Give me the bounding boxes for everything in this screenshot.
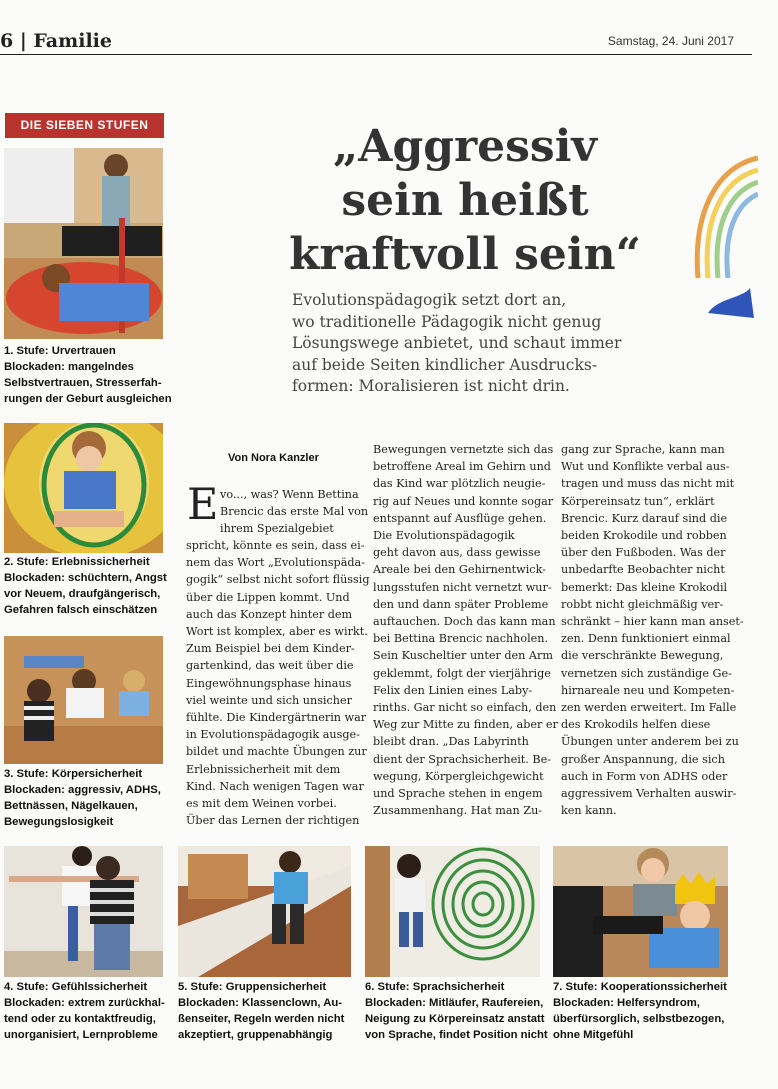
stage-3-photo xyxy=(4,636,163,764)
stage-6-caption: 6. Stufe: Sprachsicherheit Blockaden: Mitläufer, Raufereien, Neigung zu Körpereinsatz anstatt von Sprache, findet Position nicht xyxy=(365,981,548,1041)
body-column-1: spricht, könnte es sein, dass ei- nem das Wort „Evolutionspäda- gogik“ selbst nicht sofort flüssig über die Lippen kommt. Und auch das Konzept hinter dem Wort ist komplex, aber es wirkt. Zum Beispiel bei dem Kinder- gartenkind, das weit über die Eingewöhnungsphase hinaus viel weinte und sich unsicher fühlte. Die Kindergärtnerin war in Evolutionspädagogik ausge- bildet und machte Übungen zur Erlebnissicherheit mit dem Kind. Nach wenigen Tagen war es mit dem Weinen vorbei. Über das Lernen der richtigen xyxy=(186,539,370,828)
article-subheadline: Evolutionspädagogik setzt dort an, wo traditionelle Pädagogik nicht genug Lösungswege anbietet, und schaut immer auf beide Seiten kindlicher Ausdrucks- formen: Moralisieren ist nicht drin. xyxy=(292,291,622,396)
section-title: 6 | Familie xyxy=(0,30,112,52)
stage-1-photo xyxy=(4,148,163,339)
publication-date: Samstag, 24. Juni 2017 xyxy=(607,34,734,48)
stage-5-caption: 5. Stufe: Gruppensicherheit Blockaden: Klassenclown, Au- ßenseiter, Regeln werden nicht akzeptiert, gruppenabhängig xyxy=(178,981,345,1041)
stage-7-photo xyxy=(553,846,728,977)
stage-4-photo xyxy=(4,846,163,977)
rainbow-illustration xyxy=(688,148,758,328)
stage-3-caption: 3. Stufe: Körpersicherheit Blockaden: aggressiv, ADHS, Bettnässen, Nägelkauen, Bewegungslosigkeit xyxy=(4,768,161,828)
stage-1-caption: 1. Stufe: Urvertrauen Blockaden: mangelndes Selbstvertrauen, Stresserfah- rungen der Geburt ausgleichen xyxy=(4,345,172,405)
article-headline: „Aggressiv sein heißt kraftvoll sein“ xyxy=(289,121,641,280)
body-column-1-intro: vo..., was? Wenn Bettina Brencic das erste Mal von ihrem Spezialgebiet xyxy=(220,488,369,536)
page-header xyxy=(0,28,752,55)
drop-cap: E xyxy=(187,480,219,530)
stage-6-photo xyxy=(365,846,540,977)
body-column-2: Bewegungen vernetzte sich das betroffene Areal im Gehirn und das Kind war plötzlich neugie- rig auf Neues und konnte sogar entspannt auf Ausflüge gehen. Die Evolutionspädagogik geht davon aus, dass gewisse Areale bei den Gehirnentwick- lungsstufen nicht vernetzt wur- den und dann später Probleme auftauchen. Doch das kann man bei Bettina Brencic nachholen. Sein Kuscheltier unter den Arm geklemmt, folgt der vierjährige Felix den Linien eines Laby- rinths. Gar nicht so einfach, den Weg zur Mitte zu finden, aber er bleibt dran. „Das Labyrinth dient der Sprachsicherheit. Be- wegung, Körpergleichgewicht und Sprache stehen in engem Zusammenhang. Hat man Zu- xyxy=(373,443,558,818)
stage-2-photo xyxy=(4,423,163,553)
body-column-3: gang zur Sprache, kann man Wut und Konflikte verbal aus- tragen und muss das nicht mit Körpereinsatz tun“, erklärt Brencic. Kurz darauf sind die beiden Krokodile und robben über den Fußboden. Was der unbedarfte Beobachter nicht bemerkt: Das kleine Krokodil robbt nicht gleichmäßig ver- schränkt – hier kann man anset- zen. Denn funktioniert einmal die verschränkte Bewegung, vernetzen sich zuständige Ge- hirnareale neu und Kompeten- zen werden erweitert. Im Falle des Krokodils helfen diese Übungen unter anderem bei zu großer Anspannung, die sich auch in Form von ADHS oder aggressivem Verhalten auswir- ken kann. xyxy=(561,443,744,818)
stage-5-photo xyxy=(178,846,351,977)
stage-7-caption: 7. Stufe: Kooperationssicherheit Blockaden: Helfersyndrom, überfürsorglich, selbstbezogen, ohne Mitgefühl xyxy=(553,981,727,1041)
author-byline: Von Nora Kanzler xyxy=(228,452,319,464)
stage-2-caption: 2. Stufe: Erlebnissicherheit Blockaden: schüchtern, Angst vor Neuem, draufgängerisch, Gefahren falsch einschätzen xyxy=(4,556,167,616)
stage-4-caption: 4. Stufe: Gefühlssicherheit Blockaden: extrem zurückhal- tend oder zu kontaktfreudig, unorganisiert, Lernprobleme xyxy=(4,981,165,1041)
sidebar-label: DIE SIEBEN STUFEN xyxy=(5,113,164,138)
